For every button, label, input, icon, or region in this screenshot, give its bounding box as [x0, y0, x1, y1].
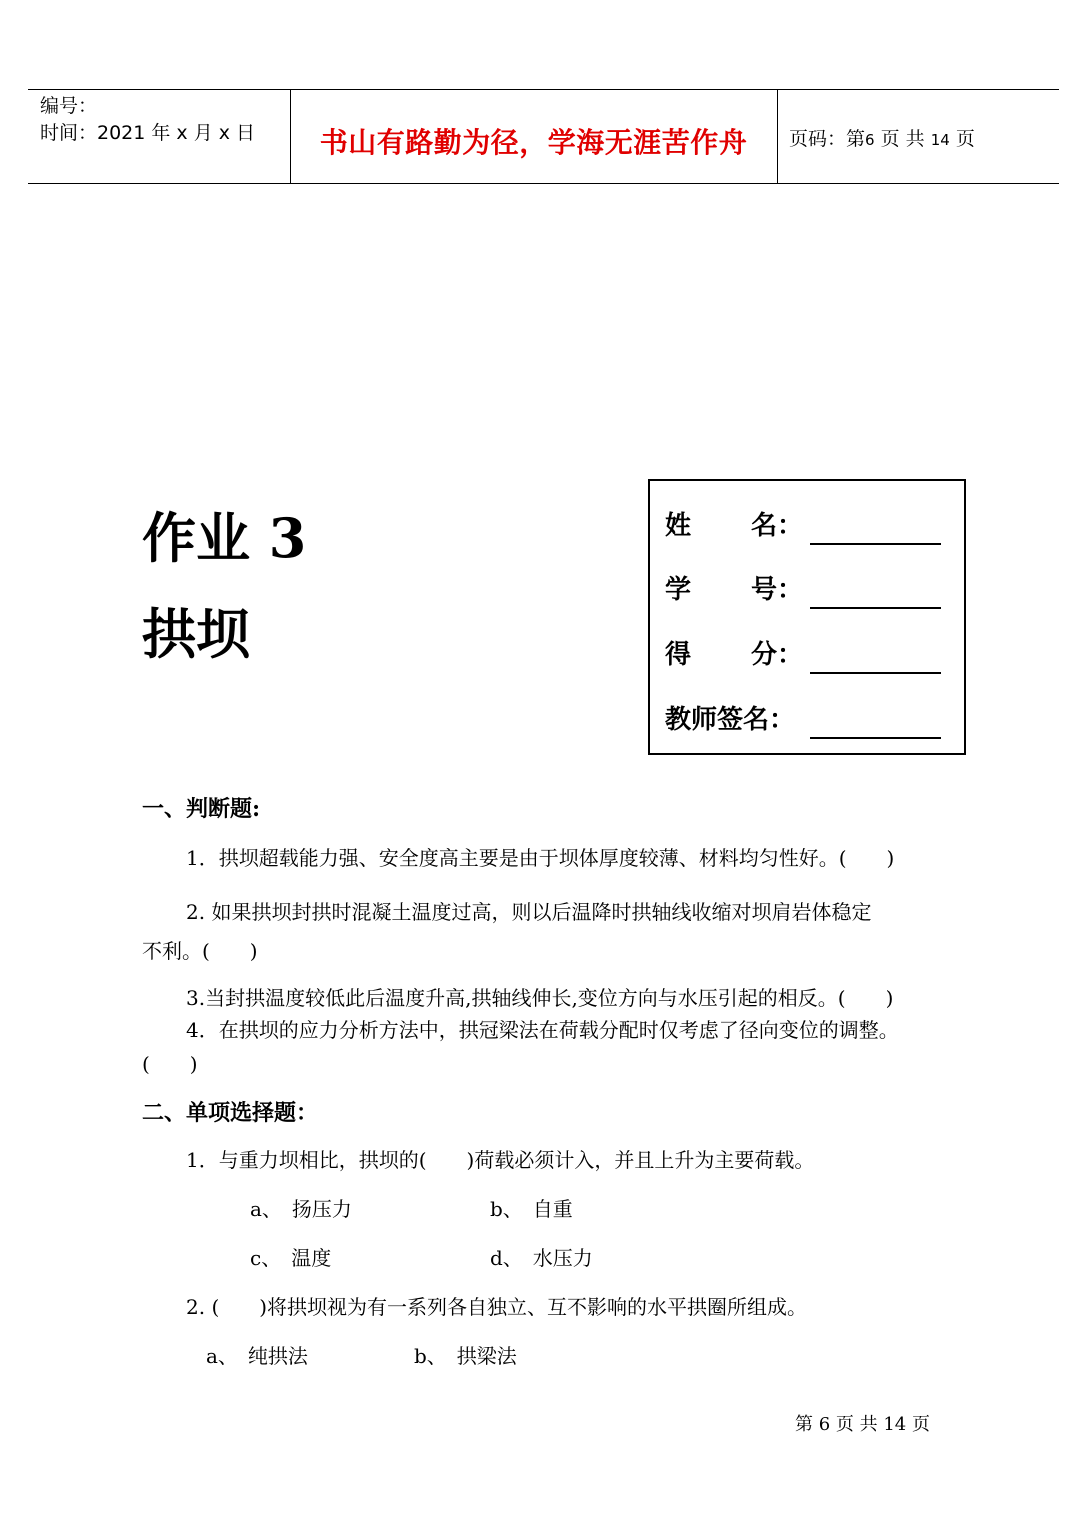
page-total: 14 [930, 131, 950, 149]
teacher-signature-label: 教师签名： [665, 705, 796, 735]
teacher-signature-blank-line[interactable] [810, 737, 941, 739]
page-prefix: 页码：第 [789, 128, 866, 150]
score-label-char2: 分： [751, 640, 804, 670]
serial-label: 编号： [40, 95, 98, 117]
mc-question-1-option-b: b、 自重 [490, 1197, 573, 1221]
page-suffix: 页 [955, 128, 975, 150]
tf-question-1: 1．拱坝超载能力强、安全度高主要是由于坝体厚度较薄、材料均匀性好。( ) [186, 846, 895, 870]
time-label: 时间：2021 年 x 月 x 日 [40, 122, 256, 144]
mc-question-1-option-a: a、 扬压力 [250, 1197, 352, 1221]
tf-question-3: 3.当封拱温度较低此后温度升高,拱轴线伸长,变位方向与水压引起的相反。( ) [186, 986, 894, 1010]
assignment-subtitle: 拱坝 [142, 602, 250, 666]
page-current: 6 [865, 131, 875, 149]
id-label-char2: 号： [751, 575, 804, 605]
mc-question-2: 2. ( )将拱坝视为有一系列各自独立、互不影响的水平拱圈所组成。 [186, 1295, 808, 1319]
mc-question-1: 1．与重力坝相比，拱坝的( )荷载必须计入，并且上升为主要荷载。 [186, 1148, 815, 1172]
tf-question-2-line2: 不利。( ) [142, 939, 258, 963]
assignment-title: 作业 3 [142, 506, 307, 570]
page-mid: 页 共 [880, 128, 925, 150]
mc-question-1-option-c: c、 温度 [250, 1246, 332, 1270]
section-single-choice-heading: 二、单项选择题： [142, 1100, 319, 1126]
student-info-box [648, 479, 966, 755]
section-true-false-heading: 一、判断题: [142, 796, 261, 822]
mc-question-1-option-d: d、 水压力 [490, 1246, 593, 1270]
score-label-char1: 得 [665, 640, 692, 670]
mc-question-2-option-b: b、 拱梁法 [414, 1344, 517, 1368]
tf-question-4-line2: ( ) [142, 1052, 198, 1076]
score-blank-line[interactable] [810, 672, 941, 674]
name-label-char2: 名： [751, 511, 804, 541]
page-number-label [789, 124, 975, 151]
motto-text: 书山有路勤为径，学海无涯苦作舟 [319, 126, 748, 159]
header-page-cell [777, 90, 1059, 183]
id-label-char1: 学 [665, 575, 692, 605]
tf-question-4-line1: 4．在拱坝的应力分析方法中，拱冠梁法在荷载分配时仅考虑了径向变位的调整。 [186, 1018, 899, 1042]
page-footer: 第 6 页 共 14 页 [795, 1414, 930, 1435]
name-label-char1: 姓 [665, 511, 692, 541]
page-header [28, 89, 1059, 184]
tf-question-2-line1: 2. 如果拱坝封拱时混凝土温度过高，则以后温降时拱轴线收缩对坝肩岩体稳定 [186, 900, 872, 924]
name-blank-line[interactable] [810, 543, 941, 545]
header-left-cell [28, 90, 291, 183]
mc-question-2-option-a: a、 纯拱法 [206, 1344, 308, 1368]
header-motto-cell [290, 90, 778, 183]
student-id-blank-line[interactable] [810, 607, 941, 609]
